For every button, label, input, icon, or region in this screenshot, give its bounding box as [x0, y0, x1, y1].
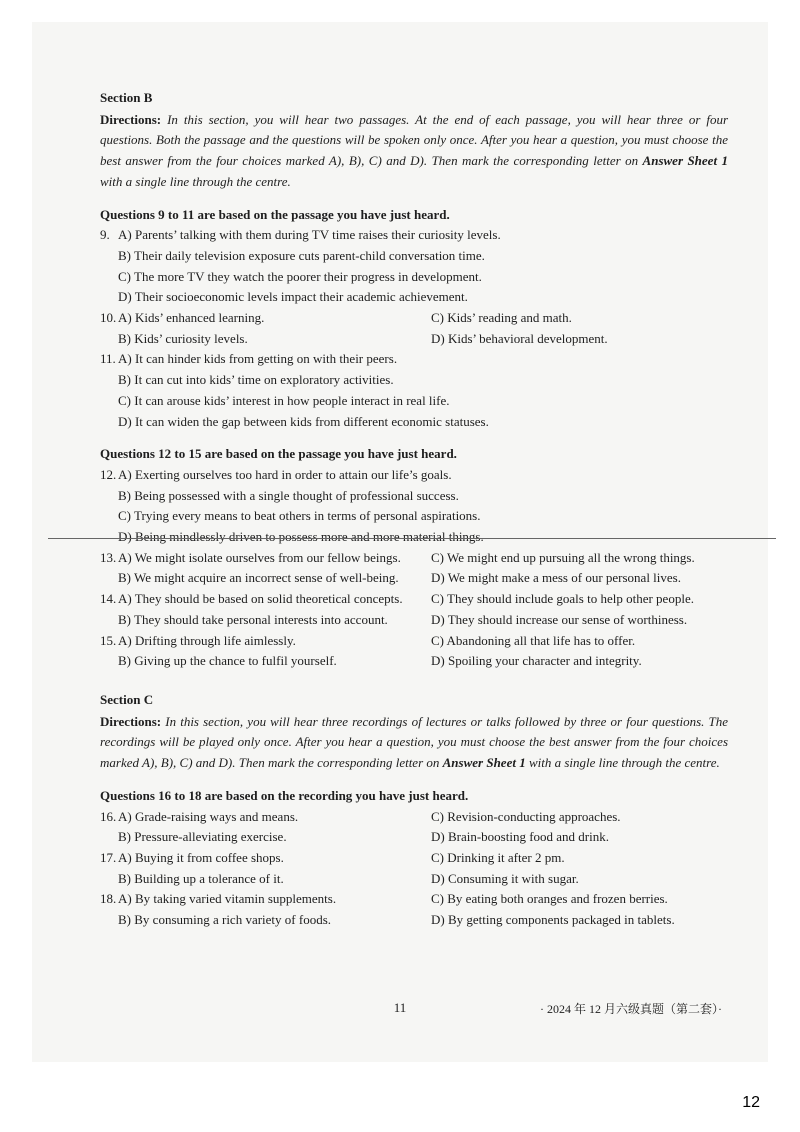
option-a: A) Drifting through life aimlessly. — [118, 632, 296, 648]
questions-9-11-heading: Questions 9 to 11 are based on the passage you have just heard. — [100, 206, 450, 222]
option-a: A) Parents’ talking with them during TV time raises their curiosity levels. — [118, 227, 501, 243]
question-16 — [100, 807, 728, 828]
question-number: 17. — [100, 849, 117, 865]
option-d: D) They should increase our sense of worthiness. — [431, 611, 688, 627]
directions-tail: with a single line through the centre. — [528, 755, 720, 771]
question-number: 16. — [100, 808, 117, 824]
question-number: 15. — [100, 632, 117, 648]
footer-page-number: 11 — [393, 1000, 407, 1015]
question-14 — [100, 589, 728, 610]
directions-text: In this section, you will hear two passages. At the end of each passage, you will hear three or four questions. Both the passage and the questions will be spoken only once. After you hear a question, you must choose the best answer from the four choices marked A), B), C) and D). Then mark the corresponding letter on — [100, 111, 729, 169]
question-18 — [100, 889, 728, 910]
scan-line — [100, 527, 728, 548]
option-c: C) It can arouse kids’ interest in how people interact in real life. — [118, 392, 450, 408]
question-12 — [100, 465, 728, 486]
option-c: C) By eating both oranges and frozen berries. — [431, 891, 668, 907]
option-a: A) It can hinder kids from getting on with their peers. — [118, 351, 398, 367]
questions-16-18-heading: Questions 16 to 18 are based on the recording you have just heard. — [100, 787, 469, 803]
option-c: C) We might end up pursuing all the wrong things. — [431, 549, 695, 565]
option-c: C) Revision-conducting approaches. — [431, 808, 621, 824]
option-d: D) It can widen the gap between kids from different economic statuses. — [118, 413, 489, 429]
option-a: A) By taking varied vitamin supplements. — [118, 891, 337, 907]
option-c: C) They should include goals to help other people. — [431, 591, 694, 607]
option-d: D) Brain-boosting food and drink. — [431, 829, 610, 845]
option-b: B) By consuming a rich variety of foods. — [118, 912, 332, 928]
section-c-heading: Section C — [100, 691, 154, 707]
option-d: D) Spoiling your character and integrity. — [431, 653, 642, 669]
option-a: A) They should be based on solid theoretical concepts. — [118, 591, 403, 607]
question-13 — [100, 548, 728, 569]
directions-tail: with a single line through the centre. — [100, 173, 291, 189]
question-17 — [100, 848, 728, 869]
option-b: B) Building up a tolerance of it. — [118, 870, 284, 886]
option-a: A) Grade-raising ways and means. — [118, 808, 299, 824]
section-b-directions — [100, 110, 728, 193]
option-a: A) Exerting ourselves too hard in order to attain our life’s goals. — [118, 466, 452, 482]
option-c: C) Drinking it after 2 pm. — [431, 849, 565, 865]
option-b: B) Pressure-alleviating exercise. — [118, 829, 287, 845]
questions-12-15-heading: Questions 12 to 15 are based on the passage you have just heard. — [100, 446, 457, 462]
option-c: C) Kids’ reading and math. — [431, 310, 572, 326]
option-a: A) Buying it from coffee shops. — [118, 849, 284, 865]
option-a: A) We might isolate ourselves from our fellow beings. — [118, 549, 401, 565]
directions-text: In this section, you will hear three recordings of lectures or talks followed by three or four questions. The recordings will be played only once. After you hear a question, you must choose the best answer from the four choices marked A), B), C) and D). Then mark the corresponding letter on — [100, 713, 728, 771]
exam-page — [32, 22, 768, 1062]
directions-label: Directions: — [100, 713, 162, 729]
footer-exam-title: · 2024 年 12 月六级真题（第二套）· — [540, 1002, 722, 1016]
option-b: B) Being possessed with a single thought of professional success. — [118, 487, 459, 503]
answer-sheet-label: Answer Sheet 1 — [442, 755, 526, 771]
question-number: 18. — [100, 891, 117, 907]
option-b: B) Giving up the chance to fulfil yourself. — [118, 653, 337, 669]
question-number: 11. — [100, 351, 116, 367]
option-d: D) Kids’ behavioral development. — [431, 330, 608, 346]
option-d: D) We might make a mess of our personal lives. — [431, 570, 681, 586]
question-10 — [100, 308, 728, 329]
question-9 — [100, 225, 728, 246]
option-d: D) By getting components packaged in tablets. — [431, 912, 675, 928]
option-b: B) We might acquire an incorrect sense of well-being. — [118, 570, 399, 586]
option-c: C) Trying every means to beat others in terms of personal aspirations. — [118, 508, 481, 524]
option-d: D) Being mindlessly driven to possess more and more material things. — [118, 529, 484, 545]
option-b: B) They should take personal interests into account. — [118, 611, 388, 627]
option-b: B) Kids’ curiosity levels. — [118, 330, 248, 346]
option-a: A) Kids’ enhanced learning. — [118, 310, 265, 326]
section-b-heading: Section B — [100, 90, 153, 105]
question-number: 9. — [100, 227, 110, 243]
option-d: D) Consuming it with sugar. — [431, 870, 579, 886]
question-number: 10. — [100, 310, 117, 326]
option-c: C) The more TV they watch the poorer their progress in development. — [118, 268, 482, 284]
directions-label: Directions: — [100, 111, 162, 127]
page-content — [100, 88, 728, 931]
option-b: B) It can cut into kids’ time on exploratory activities. — [118, 372, 394, 388]
pdf-page-number: 12 — [742, 1094, 760, 1111]
section-c-directions — [100, 712, 728, 774]
question-number: 14. — [100, 591, 117, 607]
question-number: 12. — [100, 466, 117, 482]
option-d: D) Their socioeconomic levels impact their academic achievement. — [118, 289, 468, 305]
answer-sheet-label: Answer Sheet 1 — [642, 153, 728, 169]
question-11 — [100, 349, 728, 370]
option-b: B) Their daily television exposure cuts parent-child conversation time. — [118, 247, 485, 263]
option-c: C) Abandoning all that life has to offer. — [431, 632, 636, 648]
question-15 — [100, 631, 728, 652]
question-number: 13. — [100, 549, 117, 565]
